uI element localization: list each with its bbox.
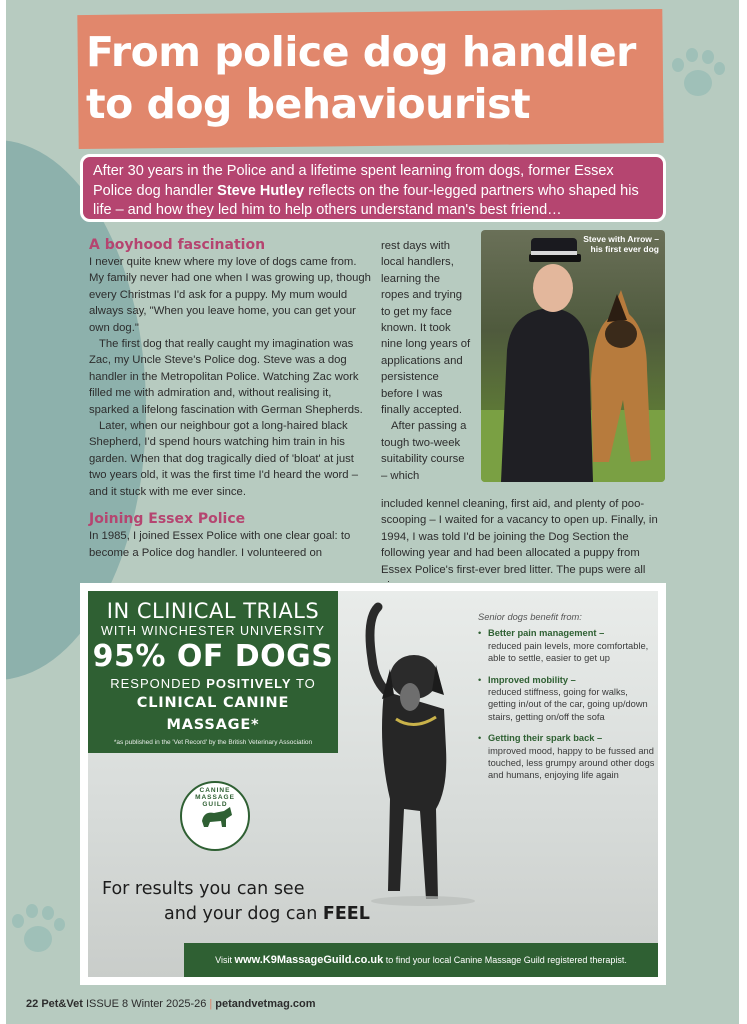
page-title: From police dog handler to dog behaviourist xyxy=(86,28,636,128)
photo-illustration xyxy=(481,230,665,482)
author-name: Steve Hutley xyxy=(217,182,305,199)
photo-caption: Steve with Arrow – his first ever dog xyxy=(583,234,659,254)
benefit-title: • Better pain management – xyxy=(488,628,605,639)
paragraph: I never quite knew where my love of dogs came from. My family never had one when I was growing up, though every Christmas I'd ask for a puppy. My mum would always say, "When you leave home, you can get your own dog." xyxy=(89,256,371,334)
paragraph: rest days with local handlers, learning the ropes and trying to get my face known. It took nine long years of applications and persistence before I was finally accepted. xyxy=(381,240,471,417)
handler-dog-photo xyxy=(481,230,665,482)
tagline-text: and your dog can xyxy=(164,904,323,924)
ad-tagline xyxy=(102,877,442,927)
paw-print-icon xyxy=(668,48,728,108)
paragraph: In 1985, I joined Essex Police with one clear goal: to become a Police dog handler. I volunteered on xyxy=(89,530,351,559)
section-heading: Joining Essex Police xyxy=(89,511,246,528)
issue-info: ISSUE 8 Winter 2025-26 xyxy=(85,998,207,1010)
standfirst-text-2: reflects on the four-legged partners who shaped his life – and how they led him to help others understand man's best friend… xyxy=(93,182,639,218)
footer-text: Visit xyxy=(215,955,235,965)
ad-statistic: 95% OF DOGS xyxy=(92,639,334,674)
magazine-website[interactable]: petandvetmag.com xyxy=(215,998,316,1010)
clinical-trials-panel xyxy=(88,591,338,753)
ad-headline: IN CLINICAL TRIALS xyxy=(106,599,320,623)
benefit-title: • Getting their spark back – xyxy=(488,733,603,744)
page-folio xyxy=(26,998,316,1010)
footer-text-end: to find your local Canine Massage Guild registered therapist. xyxy=(383,955,627,965)
ad-response-line xyxy=(88,675,338,692)
page-number: 22 xyxy=(26,998,39,1010)
dog-logo-icon xyxy=(198,805,234,829)
advertisement xyxy=(80,583,666,985)
article-column-2 xyxy=(381,238,471,484)
ad-massage-line: CLINICAL CANINE MASSAGE* xyxy=(136,695,290,733)
tagline-emphasis: FEEL xyxy=(322,904,370,924)
standfirst-box xyxy=(80,154,666,222)
paragraph: Later, when our neighbour got a long-haired black Shepherd, I'd spend hours watching him train in his garden. When that dog tragically died of 'bloat' at just two years old, it was the first time I'd heard the word – and it stuck with me ever since. xyxy=(89,420,359,498)
paragraph: After passing a tough two-week suitability course – which xyxy=(381,420,467,482)
list-item xyxy=(478,627,658,664)
benefit-description: reduced pain levels, more comfortable, able to settle, easier to get up xyxy=(488,640,649,664)
magazine-logo: Pet&Vet xyxy=(41,998,83,1010)
list-item xyxy=(478,674,658,724)
logo-text: CANINE MASSAGE GUILD xyxy=(195,787,235,808)
ad-response-text: RESPONDED xyxy=(110,676,207,691)
benefit-title: • Improved mobility – xyxy=(488,674,576,685)
website-link[interactable]: www.K9MassageGuild.co.uk xyxy=(234,954,384,966)
benefits-header: Senior dogs benefit from: xyxy=(478,612,582,622)
senior-dog-illustration xyxy=(348,599,498,909)
section-heading: A boyhood fascination xyxy=(89,237,266,253)
ad-response-emphasis: POSITIVELY xyxy=(206,676,292,691)
tagline-line-2 xyxy=(102,902,442,927)
ad-response-text-end: TO xyxy=(291,676,316,691)
article-column-1 xyxy=(89,236,373,561)
folio-divider: | xyxy=(209,998,213,1010)
ad-footnote: *as published in the 'Vet Record' by the British Veterinary Association xyxy=(113,739,313,746)
article-column-2-wide xyxy=(381,496,665,594)
paragraph: The first dog that really caught my imagination was Zac, my Uncle Steve's Police dog. Steve was a dog handler in the Metropolitan Police. Watching Zac work filled me with admiration and, without realising it, sparked a lifelong fascination with German Shepherds. xyxy=(89,338,363,416)
advertisement-panel xyxy=(88,591,658,977)
ad-footer-bar xyxy=(184,943,658,977)
paw-print-icon xyxy=(8,904,68,964)
ad-subhead: WITH WINCHESTER UNIVERSITY xyxy=(101,624,325,638)
benefit-description: improved mood, happy to be fussed and touched, less grumpy around other dogs and humans, enjoying life again xyxy=(488,745,655,781)
paragraph: included kennel cleaning, first aid, and plenty of poo-scooping – I waited for a vacancy to open up. Finally, in 1994, I was told I'd be joining the Dog Section the following year and had been allocated a puppy from Essex Police's first-ever bred litter. The pups were all xyxy=(381,498,658,576)
standfirst-text-1: After 30 years in the Police and a lifetime spent learning from dogs, former Essex Police dog handler xyxy=(93,163,614,199)
tagline-line-1: For results you can see xyxy=(102,879,305,899)
benefits-list xyxy=(478,611,658,791)
list-item xyxy=(478,732,658,782)
canine-massage-guild-logo xyxy=(180,781,250,851)
benefit-description: reduced stiffness, going for walks, getting in/out of the car, going up/down stairs, getting on/off the sofa xyxy=(488,687,648,722)
